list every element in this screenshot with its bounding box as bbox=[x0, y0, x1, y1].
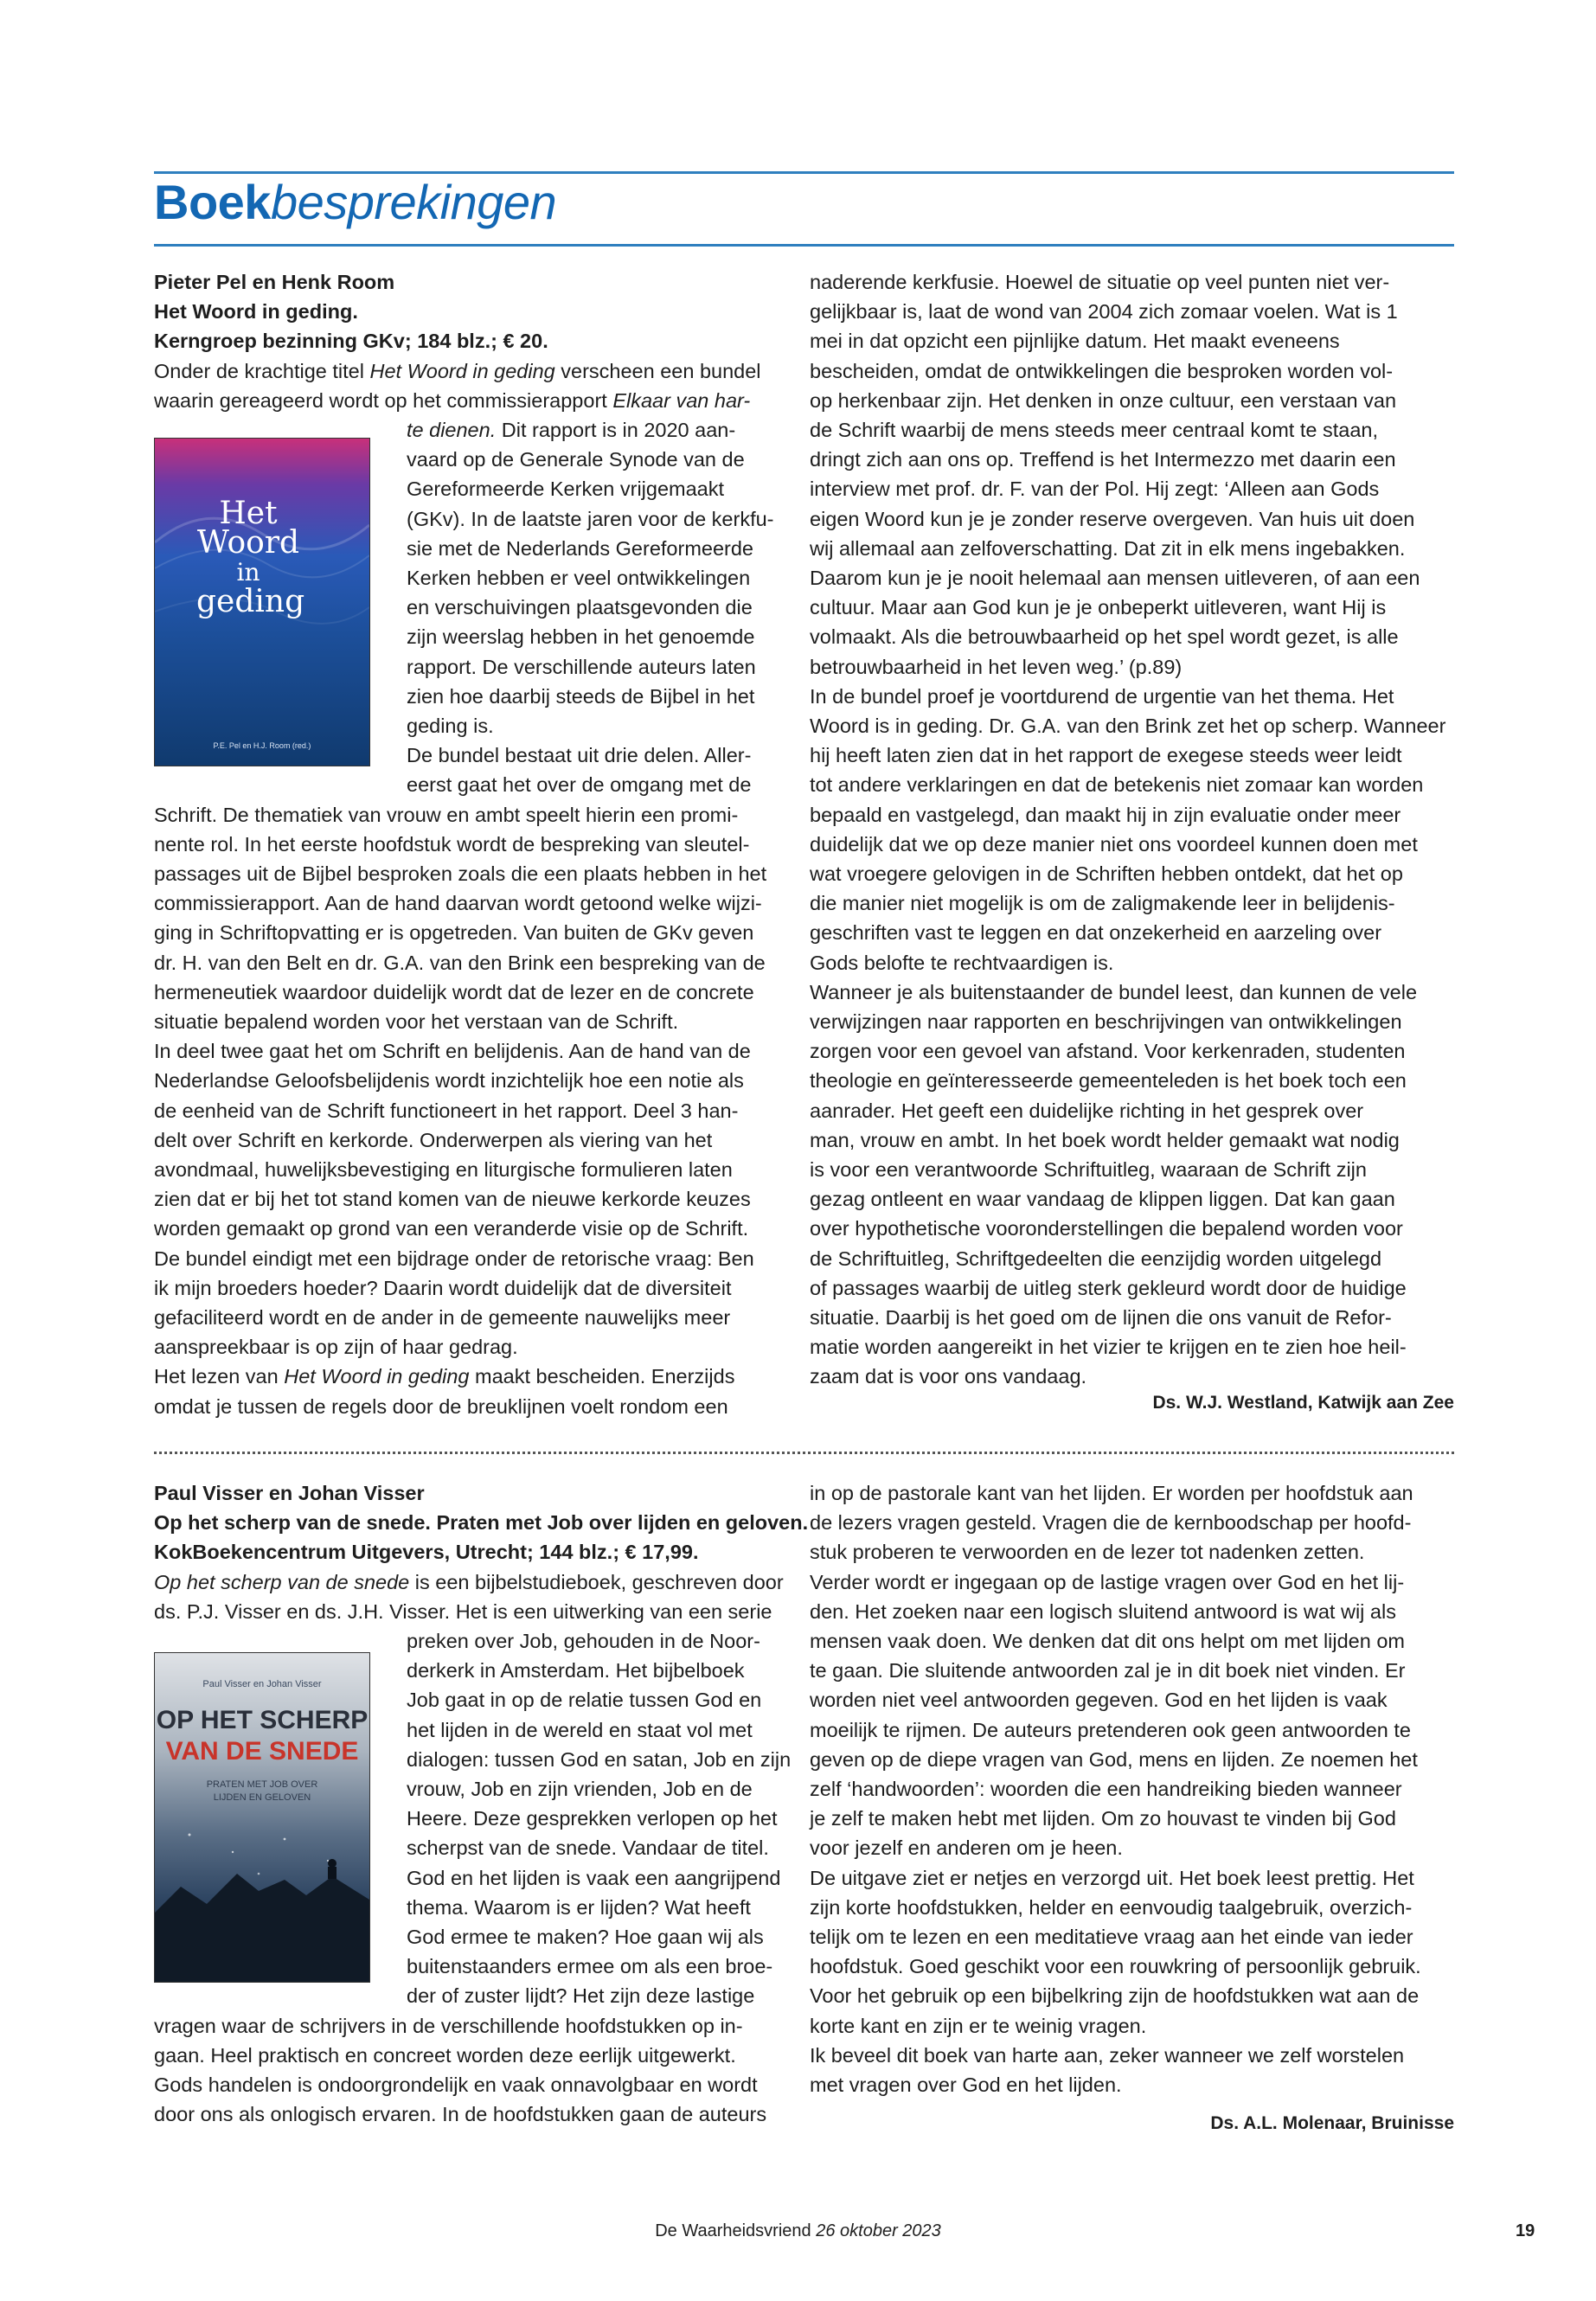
body-line: eigen Woord kun je je zonder reserve overgeven. Van huis uit doen bbox=[810, 507, 1415, 530]
body-line: matie worden aangereikt in het vizier te krijgen en te zien hoe heil- bbox=[810, 1336, 1407, 1359]
review2-book-cover bbox=[154, 1652, 370, 1983]
body-line: en verschuivingen plaatsgevonden die bbox=[407, 596, 753, 619]
body-line: theologie en geïnteresseerde gemeenteleden is het boek toch een bbox=[810, 1069, 1407, 1093]
body-line: De bundel bestaat uit drie delen. Aller- bbox=[407, 744, 752, 767]
body-line: Gereformeerde Kerken vrijgemaakt bbox=[407, 478, 725, 501]
body-line: dialogen: tussen God en satan, Job en zijn bbox=[407, 1747, 792, 1771]
body-line: op herkenbaar zijn. Het denken in onze cultuur, een verstaan van bbox=[810, 388, 1397, 412]
body-line: telijk om te lezen en een meditatieve vraag aan het einde van ieder bbox=[810, 1926, 1413, 1948]
body-line: de Schriftuitleg, Schriftgedeelten die eenzijdig worden uitgelegd bbox=[810, 1247, 1382, 1270]
review1-title: Het Woord in geding. bbox=[154, 300, 358, 324]
body-line: voor jezelf en anderen om je heen. bbox=[810, 1836, 1123, 1860]
cover-subtitle-line: PRATEN MET JOB OVER bbox=[206, 1779, 318, 1790]
body-line: avondmaal, huwelijksbevestiging en liturgische formulieren laten bbox=[154, 1157, 733, 1181]
section-title bbox=[154, 175, 557, 229]
body-line: In deel twee gaat het om Schrift en belijdenis. Aan de hand van de bbox=[154, 1040, 751, 1063]
body-line: commissierapport. Aan de hand daarvan wordt getoond welke wijzi- bbox=[154, 892, 762, 915]
body-line: (GKv). In de laatste jaren voor de kerkfu- bbox=[407, 507, 774, 530]
body-line: Kerken hebben er veel ontwikkelingen bbox=[407, 566, 751, 589]
body-line: Verder wordt er ingegaan op de lastige vragen over God en het lij- bbox=[810, 1570, 1405, 1593]
body-line: zijn korte hoofdstukken, helder en eenvoudig taalgebruik, overzich- bbox=[810, 1895, 1413, 1919]
body-line: Gods belofte te rechtvaardigen is. bbox=[810, 951, 1114, 974]
top-rule bbox=[154, 171, 1454, 174]
body-line: De uitgave ziet er netjes en verzorgd uit. Het boek leest prettig. Het bbox=[810, 1866, 1414, 1889]
body-line: te gaan. Die sluitende antwoorden zal je in dit boek niet vinden. Er bbox=[810, 1659, 1406, 1682]
body-line: aanrader. Het geeft een duidelijke richting in het gesprek over bbox=[810, 1099, 1364, 1122]
body-line: man, vrouw en ambt. In het boek wordt helder gemaakt wat nodig bbox=[810, 1128, 1400, 1151]
review1-right-column bbox=[810, 267, 1454, 1426]
body-line: de Schrift waarbij de mens steeds meer centraal komt te staan, bbox=[810, 419, 1379, 441]
body-line: omdat je tussen de regels door de breuklijnen voelt rondom een bbox=[154, 1394, 728, 1418]
body-line: Heere. Deze gesprekken verlopen op het bbox=[407, 1807, 778, 1830]
body-line: eerst gaat het over de omgang met de bbox=[407, 773, 752, 797]
title-rule bbox=[154, 244, 1454, 247]
body-line: gelijkbaar is, laat de wond van 2004 zich zomaar voelen. Wat is 1 bbox=[810, 300, 1398, 324]
body-line: Nederlandse Geloofsbelijdenis wordt inzichtelijk hoe een notie als bbox=[154, 1069, 744, 1093]
body-line: gaan. Heel praktisch en concreet worden deze eerlijk uitgewerkt. bbox=[154, 2043, 736, 2067]
cover-title-line: Het bbox=[219, 496, 278, 531]
body-line: den. Het zoeken naar een logisch sluitend antwoord is wat wij als bbox=[810, 1599, 1396, 1623]
body-line: hij heeft laten zien dat in het rapport de exegese steeds weer leidt bbox=[810, 744, 1402, 767]
body-line: sie met de Nederlands Gereformeerde bbox=[407, 536, 754, 560]
body-line: Schrift. De thematiek van vrouw en ambt speelt hierin een promi- bbox=[154, 803, 739, 826]
body-line: met vragen over God en het lijden. bbox=[810, 2073, 1122, 2096]
body-line: preken over Job, gehouden in de Noor- bbox=[407, 1629, 760, 1652]
body-line: worden niet veel antwoorden gegeven. God en het lijden is vaak bbox=[810, 1689, 1388, 1712]
body-line: door ons als onlogisch ervaren. In de hoofdstukken gaan de auteurs bbox=[154, 2103, 767, 2126]
review2-cover-art bbox=[155, 1653, 369, 1982]
body-line: ik mijn broeders hoeder? Daarin wordt duidelijk dat de diversiteit bbox=[154, 1276, 732, 1299]
body-line: de lezers vragen gesteld. Vragen die de kernboodschap per hoofd- bbox=[810, 1511, 1412, 1535]
body-line: vaard op de Generale Synode van de bbox=[407, 448, 745, 471]
body-line: stuk proberen te verwoorden en de lezer tot nadenken zetten. bbox=[810, 1541, 1365, 1564]
body-line: Voor het gebruik op een bijbelkring zijn de hoofdstukken wat aan de bbox=[810, 1984, 1420, 2008]
body-line: geding is. bbox=[407, 714, 494, 737]
review1-cover-title bbox=[196, 496, 305, 619]
review-divider bbox=[154, 1452, 1454, 1454]
body-line: scherpst van de snede. Vandaar de titel. bbox=[407, 1836, 769, 1860]
body-line: moeilijk te rijmen. De auteurs pretenderen ook geen antwoorden te bbox=[810, 1718, 1411, 1741]
page-number: 19 bbox=[1516, 2221, 1535, 2240]
body-line: waarin gereageerd wordt op het commissierapport Elkaar van har- bbox=[154, 388, 751, 412]
body-line: Gods handelen is ondoorgrondelijk en vaak onnavolgbaar en wordt bbox=[154, 2073, 758, 2096]
body-line: bescheiden, omdat de ontwikkelingen die besproken worden vol- bbox=[810, 359, 1394, 382]
body-line: over hypothetische vooronderstellingen die bepalend worden voor bbox=[810, 1217, 1403, 1240]
body-line: geschriften vast te leggen en dat onzekerheid en aarzeling over bbox=[810, 921, 1382, 945]
body-line: de eenheid van de Schrift functioneert in het rapport. Deel 3 han- bbox=[154, 1099, 739, 1122]
body-line: Wanneer je als buitenstaander de bundel leest, dan kunnen de vele bbox=[810, 980, 1418, 1003]
review2-title: Op het scherp van de snede. Praten met Job over lijden en geloven. bbox=[154, 1511, 809, 1535]
section-title-italic: besprekingen bbox=[270, 175, 557, 229]
body-line: zelf ‘handwoorden’: woorden die een handreiking bieden wanneer bbox=[810, 1778, 1402, 1800]
cover-title-line: in bbox=[236, 558, 260, 586]
section-title-bold: Boek bbox=[154, 175, 271, 229]
body-line: of passages waarbij de uitleg sterk gekleurd wordt door de huidige bbox=[810, 1276, 1407, 1299]
body-line: zien hoe daarbij steeds de Bijbel in het bbox=[407, 684, 755, 708]
cover-title-line: VAN DE SNEDE bbox=[165, 1737, 359, 1766]
body-line: nente rol. In het eerste hoofdstuk wordt de bespreking van sleutel- bbox=[154, 832, 750, 856]
body-line: interview met prof. dr. F. van der Pol. Hij zegt: ‘Alleen aan Gods bbox=[810, 478, 1380, 501]
body-line: geven op de diepe vragen van God, mens en lijden. Ze noemen het bbox=[810, 1747, 1418, 1771]
body-line: wat vroegere gelovigen in de Schriften hebben ontdekt, dat het op bbox=[810, 862, 1403, 885]
body-line: buitenstaanders ermee om als een broe- bbox=[407, 1955, 773, 1978]
body-line: Woord is in geding. Dr. G.A. van den Brink zet het op scherp. Wanneer bbox=[810, 715, 1446, 737]
body-line: is voor een verantwoorde Schriftuitleg, waaraan de Schrift zijn bbox=[810, 1158, 1367, 1181]
body-line: situatie. Daarbij is het goed om de lijnen die ons vanuit de Refor- bbox=[810, 1306, 1392, 1329]
body-line: duidelijk dat we op deze manier niet ons voordeel kunnen doen met bbox=[810, 832, 1418, 856]
review1-publisher: Kerngroep bezinning GKv; 184 blz.; € 20. bbox=[154, 330, 548, 353]
body-line: vragen waar de schrijvers in de verschillende hoofdstukken op in- bbox=[154, 2014, 743, 2037]
body-line: bepaald en vastgelegd, dan maakt hij in zijn evaluatie onder meer bbox=[810, 803, 1401, 826]
body-line: God en het lijden is vaak een aangrijpend bbox=[407, 1866, 781, 1889]
body-line: worden gemaakt op grond van een veranderde visie op de Schrift. bbox=[154, 1217, 749, 1240]
body-line: ging in Schriftopvatting er is opgetreden. Van buiten de GKv geven bbox=[154, 921, 754, 945]
body-line: mei in dat opzicht een pijnlijke datum. Het maakt eveneens bbox=[810, 330, 1340, 353]
body-line: passages uit de Bijbel besproken zoals die een plaats hebben in het bbox=[154, 862, 767, 885]
footer bbox=[0, 2221, 1596, 2241]
body-line: thema. Waarom is er lijden? Wat heeft bbox=[407, 1895, 751, 1919]
body-line: Op het scherp van de snede is een bijbelstudieboek, geschreven door bbox=[154, 1570, 784, 1593]
body-line: De bundel eindigt met een bijdrage onder de retorische vraag: Ben bbox=[154, 1247, 754, 1270]
review2-authors: Paul Visser en Johan Visser bbox=[154, 1482, 425, 1504]
body-line: Job gaat in op de relatie tussen God en bbox=[407, 1689, 762, 1712]
review2-cover-authors: Paul Visser en Johan Visser bbox=[202, 1679, 322, 1689]
body-line: naderende kerkfusie. Hoewel de situatie op veel punten niet ver- bbox=[810, 271, 1390, 293]
body-line: gefaciliteerd wordt en de ander in de gemeente nauwelijks meer bbox=[154, 1305, 731, 1329]
body-line: aanspreekbaar is op zijn of haar gedrag. bbox=[154, 1336, 518, 1359]
cover-title-line: geding bbox=[196, 584, 305, 619]
body-line: Onder de krachtige titel Het Woord in geding verscheen een bundel bbox=[154, 359, 761, 382]
review1-authors: Pieter Pel en Henk Room bbox=[154, 271, 395, 293]
body-line: derkerk in Amsterdam. Het bijbelboek bbox=[407, 1659, 745, 1682]
body-line: situatie bepalend worden voor het verstaan van de Schrift. bbox=[154, 1009, 679, 1033]
body-line: verwijzingen naar rapporten en beschrijvingen van ontwikkelingen bbox=[810, 1010, 1402, 1033]
body-line: rapport. De verschillende auteurs laten bbox=[407, 655, 756, 678]
body-line: delt over Schrift en kerkorde. Onderwerpen als viering van het bbox=[154, 1128, 713, 1151]
body-line: God ermee te maken? Hoe gaan wij als bbox=[407, 1925, 764, 1948]
body-line: der of zuster lijdt? Het zijn deze lastige bbox=[407, 1984, 755, 2008]
review1-cover-authors: P.E. Pel en H.J. Room (red.) bbox=[213, 741, 311, 750]
body-line: dringt zich aan ons op. Treffend is het Intermezzo met daarin een bbox=[810, 448, 1396, 471]
body-line: In de bundel proef je voortdurend de urgentie van het thema. Het bbox=[810, 684, 1394, 708]
review2-right-column bbox=[810, 1478, 1454, 2153]
body-line: het lijden in de wereld en staat vol met bbox=[407, 1718, 753, 1741]
body-line: Daarom kun je je nooit helemaal aan mensen uitleveren, of aan een bbox=[810, 567, 1420, 589]
cover-title-line: OP HET SCHERP bbox=[156, 1706, 369, 1734]
body-line: ds. P.J. Visser en ds. J.H. Visser. Het is een uitwerking van een serie bbox=[154, 1599, 772, 1623]
body-line: Het lezen van Het Woord in geding maakt bescheiden. Enerzijds bbox=[154, 1365, 735, 1388]
cover-title-line: Woord bbox=[196, 525, 300, 561]
body-line: Ik beveel dit boek van harte aan, zeker wanneer we zelf worstelen bbox=[810, 2043, 1405, 2067]
body-line: cultuur. Maar aan God kun je je onbeperkt uitleveren, want Hij is bbox=[810, 596, 1387, 619]
review1-signature: Ds. W.J. Westland, Katwijk aan Zee bbox=[1152, 1393, 1454, 1413]
body-line: dr. H. van den Belt en dr. G.A. van den Brink een bespreking van de bbox=[154, 951, 766, 974]
body-line: zijn weerslag hebben in het genoemde bbox=[407, 625, 755, 649]
footer-magazine: De Waarheidsvriend bbox=[655, 2221, 811, 2240]
body-line: zaam dat is voor ons vandaag. bbox=[810, 1365, 1087, 1388]
review2-signature: Ds. A.L. Molenaar, Bruinisse bbox=[1210, 2113, 1454, 2133]
review1-book-cover bbox=[154, 438, 370, 766]
body-line: volmaakt. Als die betrouwbaarheid op het spel wordt gezet, is alle bbox=[810, 625, 1399, 649]
body-line: zorgen voor een gevoel van afstand. Voor kerkenraden, studenten bbox=[810, 1040, 1406, 1063]
body-line: betrouwbaarheid in het leven weg.’ (p.89) bbox=[810, 655, 1183, 678]
body-line: hoofdstuk. Goed geschikt voor een rouwkring of persoonlijk gebruik. bbox=[810, 1955, 1421, 1978]
body-line: vrouw, Job en zijn vrienden, Job en de bbox=[407, 1777, 753, 1800]
body-line: die manier niet mogelijk is om de zaligmakende leer in belijdenis- bbox=[810, 892, 1395, 915]
review2-publisher: KokBoekencentrum Uitgevers, Utrecht; 144 blz.; € 17,99. bbox=[154, 1541, 699, 1564]
body-line: gezag ontleent en waar vandaag de klippen liggen. Dat kan gaan bbox=[810, 1188, 1395, 1211]
body-line: hermeneutiek waardoor duidelijk wordt dat de lezer en de concrete bbox=[154, 980, 754, 1003]
body-line: in op de pastorale kant van het lijden. Er worden per hoofdstuk aan bbox=[810, 1482, 1413, 1504]
cover-subtitle-line: LIJDEN EN GELOVEN bbox=[213, 1792, 311, 1803]
body-line: tot andere verklaringen en dat de betekenis niet zomaar kan worden bbox=[810, 773, 1424, 797]
body-line: zien dat er bij het tot stand komen van de nieuwe kerkorde keuzes bbox=[154, 1188, 751, 1211]
body-line: te dienen. Dit rapport is in 2020 aan- bbox=[407, 418, 736, 441]
body-line: korte kant en zijn er te weinig vragen. bbox=[810, 2014, 1147, 2037]
body-line: je zelf te maken hebt met lijden. Om zo houvast te vinden bij God bbox=[810, 1807, 1396, 1830]
body-line: mensen vaak doen. We denken dat dit ons helpt om met lijden om bbox=[810, 1630, 1405, 1652]
footer-date: 26 oktober 2023 bbox=[816, 2221, 941, 2240]
body-line: wij allemaal aan zelfoverschatting. Dat zit in elk mens ingebakken. bbox=[810, 536, 1406, 560]
